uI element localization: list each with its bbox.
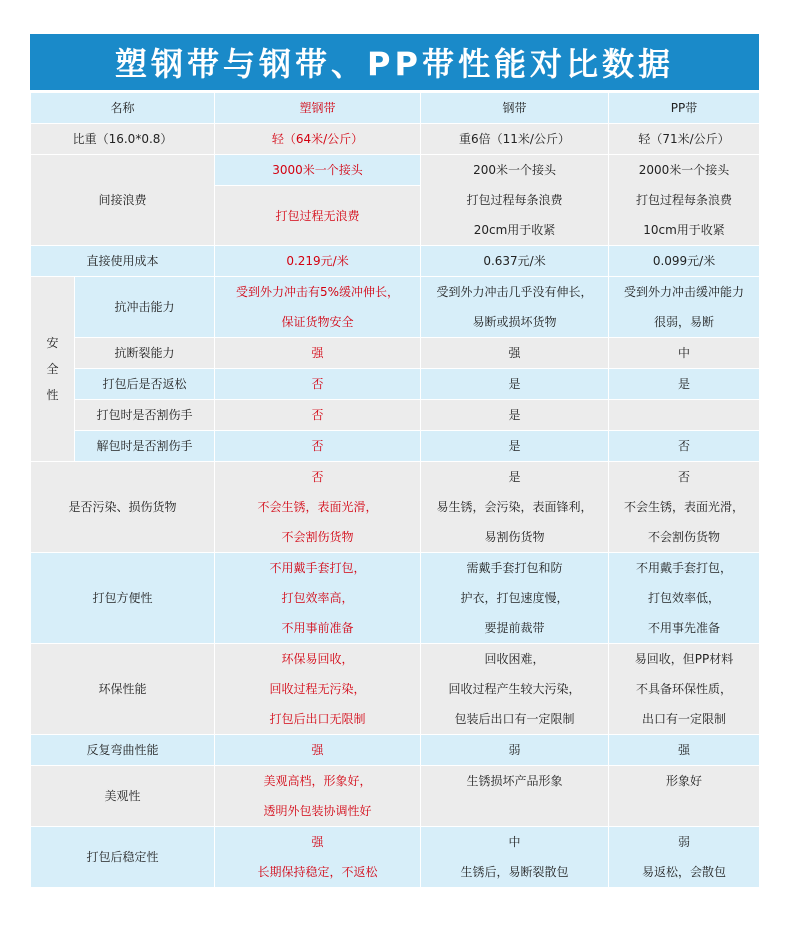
cell-pp: 轻（71米/公斤） bbox=[609, 124, 760, 155]
row-label: 抗断裂能力 bbox=[75, 338, 215, 369]
cell-line: 受到外力冲击缓冲能力 bbox=[624, 285, 745, 299]
cell-pp bbox=[609, 277, 760, 338]
header-steel: 钢带 bbox=[421, 93, 609, 124]
table-row bbox=[31, 553, 760, 644]
cell-pp bbox=[609, 827, 760, 888]
row-label: 美观性 bbox=[31, 766, 215, 827]
header-plastic-steel: 塑钢带 bbox=[215, 93, 421, 124]
cell-plastic: 否 bbox=[215, 400, 421, 431]
row-label: 比重（16.0*0.8） bbox=[31, 124, 215, 155]
table-row bbox=[31, 827, 760, 888]
cell-line: 否 bbox=[311, 470, 324, 484]
cell-pp bbox=[609, 644, 760, 735]
cell-line: 易生锈，会污染，表面锋利， bbox=[436, 500, 593, 514]
cell-line: 弱 bbox=[678, 835, 691, 849]
cell-steel: 是 bbox=[421, 369, 609, 400]
cell-pp bbox=[609, 462, 760, 553]
cell-steel bbox=[421, 553, 609, 644]
cell-line: 不会生锈，表面光滑， bbox=[257, 500, 378, 514]
group-char: 全 bbox=[46, 362, 59, 376]
cell-line: 环保易回收， bbox=[281, 652, 354, 666]
cell-line: 回收过程无污染， bbox=[269, 682, 366, 696]
cell-pp bbox=[609, 766, 760, 827]
cell-pp: 中 bbox=[609, 338, 760, 369]
cell-line: 受到外力冲击有5%缓冲伸长， bbox=[235, 285, 400, 299]
cell-steel: 0.637元/米 bbox=[421, 246, 609, 277]
group-char: 安 bbox=[46, 336, 59, 350]
cell-pp bbox=[609, 155, 760, 246]
cell-line: 200米一个接头 bbox=[473, 163, 556, 177]
row-label: 解包时是否割伤手 bbox=[75, 431, 215, 462]
cell-line: 不用事前准备 bbox=[281, 621, 354, 635]
cell-line: 回收困难， bbox=[484, 652, 545, 666]
cell-steel bbox=[421, 766, 609, 827]
cell-pp: 否 bbox=[609, 431, 760, 462]
row-label: 反复弯曲性能 bbox=[31, 735, 215, 766]
cell-line: 打包过程每条浪费 bbox=[466, 193, 563, 207]
cell-plastic: 强 bbox=[215, 735, 421, 766]
cell-line: 不用戴手套打包， bbox=[269, 561, 366, 575]
cell-pp bbox=[609, 553, 760, 644]
row-label: 打包方便性 bbox=[31, 553, 215, 644]
cell-steel bbox=[421, 462, 609, 553]
cell-plastic: 轻（64米/公斤） bbox=[215, 124, 421, 155]
page-title: 塑钢带与钢带、PP带性能对比数据 bbox=[30, 34, 759, 90]
header-pp: PP带 bbox=[609, 93, 760, 124]
cell-line: 易割伤货物 bbox=[484, 530, 545, 544]
cell-line: 易回收，但PP材料 bbox=[634, 652, 734, 666]
row-label: 环保性能 bbox=[31, 644, 215, 735]
cell-steel bbox=[421, 155, 609, 246]
cell-plastic bbox=[215, 644, 421, 735]
cell-line: 打包过程每条浪费 bbox=[636, 193, 733, 207]
cell-plastic bbox=[215, 462, 421, 553]
table-row bbox=[31, 369, 760, 400]
cell-line: 不用事先准备 bbox=[648, 621, 721, 635]
cell-line: 回收过程产生较大污染， bbox=[448, 682, 581, 696]
cell-line: 否 bbox=[678, 470, 691, 484]
cell-line: 不用戴手套打包， bbox=[636, 561, 733, 575]
row-label: 打包时是否割伤手 bbox=[75, 400, 215, 431]
table-row bbox=[31, 246, 760, 277]
cell-line: 很弱，易断 bbox=[654, 315, 715, 329]
cell-line: 是 bbox=[508, 470, 521, 484]
cell-line: 受到外力冲击几乎没有伸长， bbox=[436, 285, 593, 299]
cell-plastic: 否 bbox=[215, 431, 421, 462]
cell-plastic bbox=[215, 827, 421, 888]
cell-steel: 强 bbox=[421, 338, 609, 369]
table-header-row bbox=[31, 93, 760, 124]
cell-pp: 强 bbox=[609, 735, 760, 766]
cell-steel: 重6倍（11米/公斤） bbox=[421, 124, 609, 155]
table-row bbox=[31, 124, 760, 155]
cell-plastic: 强 bbox=[215, 338, 421, 369]
cell-steel: 是 bbox=[421, 431, 609, 462]
cell-line: 打包后出口无限制 bbox=[269, 712, 366, 726]
comparison-table bbox=[30, 92, 760, 888]
cell-line: 不具备环保性质， bbox=[636, 682, 733, 696]
cell-line: 要提前裁带 bbox=[484, 621, 545, 635]
cell-steel: 弱 bbox=[421, 735, 609, 766]
table-row bbox=[31, 766, 760, 827]
cell-steel: 是 bbox=[421, 400, 609, 431]
cell-line: 需戴手套打包和防 bbox=[466, 561, 563, 575]
cell-line: 透明外包装协调性好 bbox=[263, 804, 372, 818]
table-row bbox=[31, 735, 760, 766]
cell-line: 强 bbox=[311, 835, 324, 849]
table-row bbox=[31, 277, 760, 338]
row-label: 是否污染、损伤货物 bbox=[31, 462, 215, 553]
cell-line: 长期保持稳定，不返松 bbox=[257, 865, 378, 879]
cell-plastic bbox=[215, 766, 421, 827]
cell-pp: 0.099元/米 bbox=[609, 246, 760, 277]
cell-line: 美观高档，形象好， bbox=[263, 774, 372, 788]
cell-line: 中 bbox=[508, 835, 521, 849]
row-label: 打包后稳定性 bbox=[31, 827, 215, 888]
group-char: 性 bbox=[46, 388, 59, 402]
cell-pp bbox=[609, 400, 760, 431]
table-row bbox=[31, 431, 760, 462]
cell-line: 2000米一个接头 bbox=[638, 163, 730, 177]
cell-plastic: 3000米一个接头 bbox=[215, 155, 421, 186]
cell-pp: 是 bbox=[609, 369, 760, 400]
cell-steel bbox=[421, 644, 609, 735]
cell-line: 包装后出口有一定限制 bbox=[454, 712, 575, 726]
cell-line: 生锈后，易断裂散包 bbox=[460, 865, 569, 879]
row-label: 间接浪费 bbox=[31, 155, 215, 246]
row-label: 直接使用成本 bbox=[31, 246, 215, 277]
cell-line: 10cm用于收紧 bbox=[643, 223, 725, 237]
cell-plastic bbox=[215, 553, 421, 644]
cell-steel bbox=[421, 827, 609, 888]
cell-line: 护衣，打包速度慢， bbox=[460, 591, 569, 605]
safety-group-label bbox=[31, 277, 75, 462]
row-label: 打包后是否返松 bbox=[75, 369, 215, 400]
cell-plastic bbox=[215, 277, 421, 338]
row-label: 抗冲击能力 bbox=[75, 277, 215, 338]
table-row bbox=[31, 644, 760, 735]
cell-plastic: 打包过程无浪费 bbox=[215, 186, 421, 246]
table-row bbox=[31, 155, 760, 186]
cell-plastic: 否 bbox=[215, 369, 421, 400]
cell-line: 20cm用于收紧 bbox=[473, 223, 556, 237]
header-name: 名称 bbox=[31, 93, 215, 124]
cell-line: 形象好 bbox=[666, 774, 703, 788]
cell-plastic: 0.219元/米 bbox=[215, 246, 421, 277]
cell-line: 易断或损坏货物 bbox=[472, 315, 557, 329]
cell-line: 易返松，会散包 bbox=[642, 865, 727, 879]
table-row bbox=[31, 400, 760, 431]
cell-line: 生锈损坏产品形象 bbox=[466, 774, 563, 788]
cell-line: 出口有一定限制 bbox=[642, 712, 727, 726]
cell-line: 打包效率高， bbox=[281, 591, 354, 605]
cell-line: 不会割伤货物 bbox=[281, 530, 354, 544]
table-row bbox=[31, 338, 760, 369]
cell-steel bbox=[421, 277, 609, 338]
table-row bbox=[31, 462, 760, 553]
cell-line: 打包效率低， bbox=[648, 591, 721, 605]
cell-line: 保证货物安全 bbox=[281, 315, 354, 329]
cell-line: 不会割伤货物 bbox=[648, 530, 721, 544]
cell-line: 不会生锈，表面光滑， bbox=[624, 500, 745, 514]
